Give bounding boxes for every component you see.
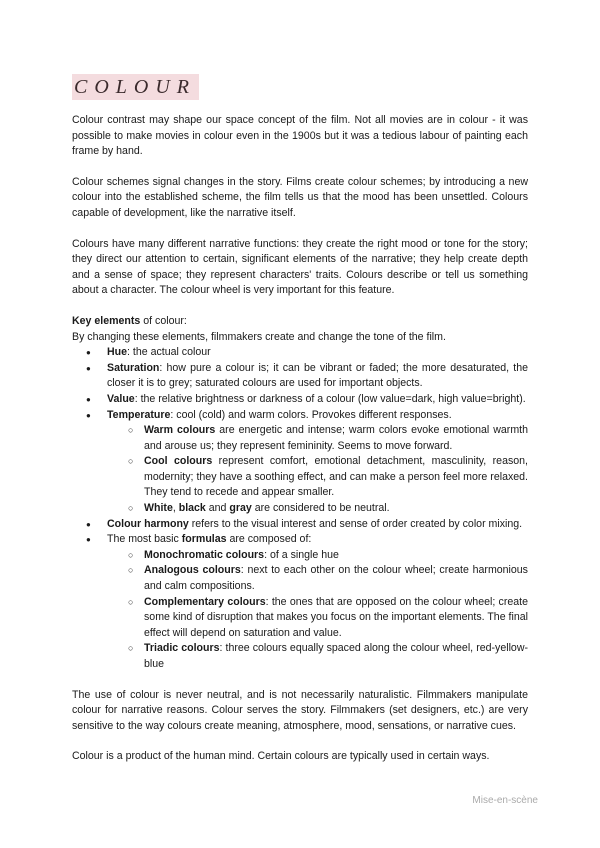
sublist-item-complementary <box>107 595 528 642</box>
term-black: black <box>178 502 206 515</box>
sublist-item-warm <box>107 423 528 454</box>
term-monochromatic: Monochromatic colours <box>144 548 265 561</box>
paragraph-schemes: Colour schemes signal changes in the story. Films create colour schemes; by introducing a new colour into the established scheme, the film tells us that the mood has been unsettled. Colours capable of development, like the narrative itself. <box>72 175 528 219</box>
sublist-item-triadic <box>107 641 528 672</box>
desc-warm: are energetic and intense; warm colors evoke emotional warmth and arouse us; they represent femininity. Seems to move forward. <box>144 424 528 452</box>
desc-hue: : the actual colour <box>127 346 211 359</box>
paragraph-human-mind: Colour is a product of the human mind. Certain colours are typically used in certain ways. <box>72 750 490 763</box>
term-white: White <box>144 502 173 515</box>
paragraph-functions: Colours have many different narrative functions: they create the right mood or tone for the story; they direct our attention to certain, significant elements of the narrative; they help create depth and a sense of space; they represent characters' traits. Colours describe or tell us something about a character. The colour wheel is very important for this feature. <box>72 237 528 297</box>
desc-temperature: : cool (cold) and warm colors. Provokes different responses. <box>170 408 452 421</box>
neutral-sep: , <box>172 502 179 515</box>
temperature-sublist <box>107 423 528 517</box>
page-footer: Mise-en-scène <box>472 795 538 806</box>
list-item-value <box>72 392 528 408</box>
desc-analogous: : next to each other on the colour wheel; create harmonious and calm compositions. <box>144 564 528 593</box>
key-elements-heading <box>72 314 528 330</box>
list-item-harmony <box>72 517 528 533</box>
key-elements-label: Key elements <box>72 314 141 327</box>
term-formulas: formulas <box>181 533 227 546</box>
formulas-pre: The most basic <box>107 533 182 546</box>
sublist-item-monochromatic <box>107 548 528 564</box>
term-hue: Hue <box>107 346 128 359</box>
term-complementary: Complementary colours <box>144 595 266 608</box>
desc-harmony: refers to the visual interest and sense of order created by color mixing. <box>188 517 523 530</box>
term-warm: Warm colours <box>144 424 216 437</box>
desc-cool: represent comfort, emotional detachment, masculinity, reason, modernity; they have a soothing effect, and can make a person feel more relaxed. They tend to recede and appear smaller. <box>144 455 528 499</box>
document-body <box>72 74 528 765</box>
sublist-item-analogous <box>107 563 528 594</box>
list-item-saturation <box>72 361 528 392</box>
key-elements-suffix: of colour: <box>140 314 187 327</box>
term-saturation: Saturation <box>107 361 160 374</box>
desc-value: : the relative brightness or darkness of a colour (low value=dark, high value=bright). <box>134 392 526 405</box>
desc-triadic: : three colours equally spaced along the colour wheel, red-yellow-blue <box>144 642 528 670</box>
paragraph-contrast: Colour contrast may shape our space concept of the film. Not all movies are in colour - it was possible to make movies in colour even in the 1900s but it was a tedious labour of painting each frame by hand. <box>72 114 528 158</box>
term-gray: gray <box>229 502 252 515</box>
term-analogous: Analogous colours <box>144 564 241 577</box>
list-item-temperature <box>72 408 528 517</box>
formulas-sublist <box>107 548 528 673</box>
term-temperature: Temperature <box>107 408 171 421</box>
key-elements-intro: By changing these elements, filmmakers create and change the tone of the film. <box>72 330 446 343</box>
formulas-post: are composed of: <box>226 533 312 546</box>
neutral-and: and <box>205 502 230 515</box>
key-elements-list <box>72 345 528 672</box>
sublist-item-neutral <box>107 501 528 517</box>
term-cool: Cool colours <box>144 455 213 468</box>
list-item-formulas <box>72 532 528 672</box>
term-harmony: Colour harmony <box>107 517 189 530</box>
desc-complementary: : the ones that are opposed on the colour wheel; create some kind of disruption that makes you focus on the important elements. The final effect will depend on saturation and value. <box>144 595 528 639</box>
desc-neutral: are considered to be neutral. <box>251 502 390 515</box>
term-triadic: Triadic colours <box>144 642 220 655</box>
term-value: Value <box>107 392 135 405</box>
desc-saturation: : how pure a colour is; it can be vibrant or faded; the more desaturated, the closer it is to grey; saturated colours are used for important objects. <box>107 361 528 390</box>
desc-monochromatic: : of a single hue <box>264 548 339 561</box>
paragraph-neutrality: The use of colour is never neutral, and is not necessarily naturalistic. Filmmakers manipulate colour for narrative reasons. Colour serves the story. Filmmakers (set designers, etc.) are very sensitive to the way colours create meaning, atmosphere, mood, sensations, or narrative cues. <box>72 688 528 732</box>
page-title: COLOUR <box>72 74 199 100</box>
list-item-hue <box>72 345 528 361</box>
sublist-item-cool <box>107 454 528 501</box>
